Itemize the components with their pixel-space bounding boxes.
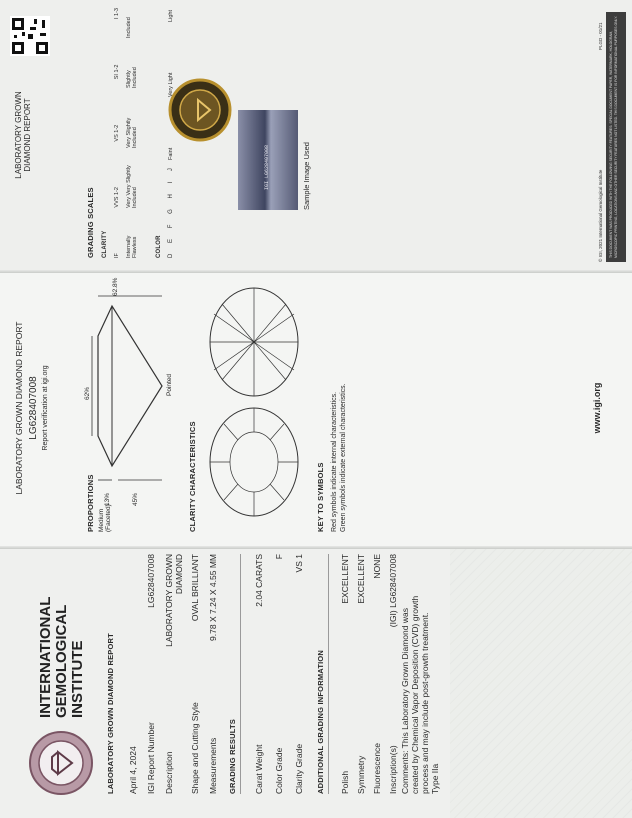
sample-caption: Sample Image Used <box>302 142 311 210</box>
igi-seal-icon <box>28 730 94 796</box>
qr-code-icon[interactable] <box>10 16 50 56</box>
field-label: Polish <box>340 770 350 794</box>
proportions-diagram <box>84 286 168 486</box>
comments-line: Comments: This Laboratory Grown Diamond was <box>400 608 410 794</box>
security-pattern <box>450 546 632 818</box>
fine-print: MICROSCOPIC PRINTING, LOCATIONS AND OTHER SECURITY FEATURES NOT LISTED. THIS DOCUMENT IS FOR INFORMATIONAL PURPOSES ONLY. <box>614 16 618 258</box>
results-panel <box>0 546 632 818</box>
fluorescence-value: NONE <box>372 554 382 579</box>
crown-pct: 13% <box>104 492 111 506</box>
fine-print: THIS DOCUMENT WAS PRODUCED WITH THE FOLLOWING SECURITY FEATURES: SPECIAL DOCUMENT PAPER, WATERMARK, HOLOGRAM, <box>609 30 613 258</box>
clarity-value: VS 1 <box>294 554 304 573</box>
comments-line: created by Chemical Vapor Deposition (CVD) growth <box>410 595 420 794</box>
clarity-desc: Included <box>126 17 132 38</box>
key-line: Red symbols indicate internal characteristics. <box>331 391 338 532</box>
copyright: © IGI, 2021 International Gemological Institute <box>598 169 603 262</box>
color-letter: I <box>168 181 174 184</box>
form-code: PLGD - 01/21 <box>598 22 603 50</box>
scales-panel <box>0 0 632 270</box>
date: April 4, 2024 <box>128 746 138 794</box>
right-title2: DIAMOND REPORT <box>23 98 32 172</box>
center-panel <box>0 270 632 546</box>
institute-line3: INSTITUTE <box>69 640 86 718</box>
clarity-code: I 1-3 <box>114 8 120 20</box>
color-value: F <box>274 554 284 560</box>
clarity-code: VVS 1-2 <box>114 187 120 208</box>
proportions-title: PROPORTIONS <box>86 474 95 532</box>
pavilion-pct: 45% <box>132 492 139 506</box>
clarity-desc: Internally Flawless <box>126 235 138 258</box>
scales-title: GRADING SCALES <box>86 187 95 258</box>
field-label: Color Grade <box>274 747 284 794</box>
clarity-scale-title: CLARITY <box>102 230 108 258</box>
clarity-plot-diagram <box>204 284 304 520</box>
field-label: Carat Weight <box>254 744 264 794</box>
comments-line: process and may include post-growth treatment. <box>420 612 430 794</box>
color-desc: Light <box>168 10 174 22</box>
field-label: Measurements <box>208 737 218 794</box>
description-value: LABORATORY GROWN <box>164 554 174 647</box>
field-label: Inscription(s) <box>388 745 398 794</box>
right-title1: LABORATORY GROWN <box>14 91 23 179</box>
description-value2: DIAMOND <box>174 554 184 595</box>
clarity-desc: Very Slightly Included <box>126 117 138 148</box>
color-letter: D <box>168 253 174 258</box>
field-label: IGI Report Number <box>146 722 156 794</box>
field-label: Fluorescence <box>372 742 382 794</box>
shape-value: OVAL BRILLIANT <box>190 554 200 622</box>
clarity-code: IF <box>114 253 120 258</box>
clarity-code: SI 1-2 <box>114 64 120 80</box>
key-line: Green symbols indicate external characteristics. <box>340 383 347 532</box>
color-letter: E <box>168 238 174 243</box>
institute-line2: GEMOLOGICAL <box>53 604 70 718</box>
table-pct: 62% <box>84 386 91 400</box>
field-label: Symmetry <box>356 755 366 794</box>
institute-line1: INTERNATIONAL <box>37 596 54 718</box>
site-url: www.igi.org <box>592 382 602 434</box>
field-label: Shape and Cutting Style <box>190 702 200 794</box>
photo-inscription: IGI LG628407008 <box>264 144 270 190</box>
girdle-label: Medium <box>98 508 105 532</box>
color-letter: J <box>168 168 174 172</box>
key-title: KEY TO SYMBOLS <box>316 462 325 532</box>
sample-diamond-photo <box>238 110 298 210</box>
color-letter: H <box>168 194 174 199</box>
measurements-value: 9.78 X 7.24 X 4.55 MM <box>208 554 218 641</box>
girdle-label2: (Faceted) <box>105 504 112 532</box>
center-number: LG628407008 <box>28 376 39 440</box>
gold-seal-icon <box>168 78 232 142</box>
symmetry-value: EXCELLENT <box>356 554 366 604</box>
color-letter: G <box>168 209 174 214</box>
comments-line: Type IIa <box>430 763 440 794</box>
clarity-desc: Slightly Included <box>126 67 138 88</box>
verify-text: Report verification at igi.org <box>42 365 49 451</box>
color-desc: Very Light <box>168 72 174 98</box>
grading-results-title: GRADING RESULTS <box>228 719 237 794</box>
field-label: Clarity Grade <box>294 743 304 794</box>
culet-label: Pointed <box>166 373 173 396</box>
clarity-code: VS 1-2 <box>114 124 120 142</box>
depth-pct: 62.8% <box>112 277 119 296</box>
inscription-value: (IGI) LG628407008 <box>388 554 398 628</box>
color-letter: F <box>168 224 174 229</box>
color-scale-title: COLOR <box>156 235 162 258</box>
clarity-title: CLARITY CHARACTERISTICS <box>188 421 197 532</box>
field-label: Description <box>164 751 174 794</box>
color-desc: Faint <box>168 147 174 160</box>
report-type: LABORATORY GROWN DIAMOND REPORT <box>106 633 115 794</box>
report-number: LG628407008 <box>146 554 156 608</box>
carat-value: 2.04 CARATS <box>254 554 264 607</box>
center-title: LABORATORY GROWN DIAMOND REPORT <box>14 321 24 495</box>
clarity-desc: Very Very Slightly Included <box>126 165 138 208</box>
additional-title: ADDITIONAL GRADING INFORMATION <box>316 649 325 794</box>
polish-value: EXCELLENT <box>340 554 350 604</box>
